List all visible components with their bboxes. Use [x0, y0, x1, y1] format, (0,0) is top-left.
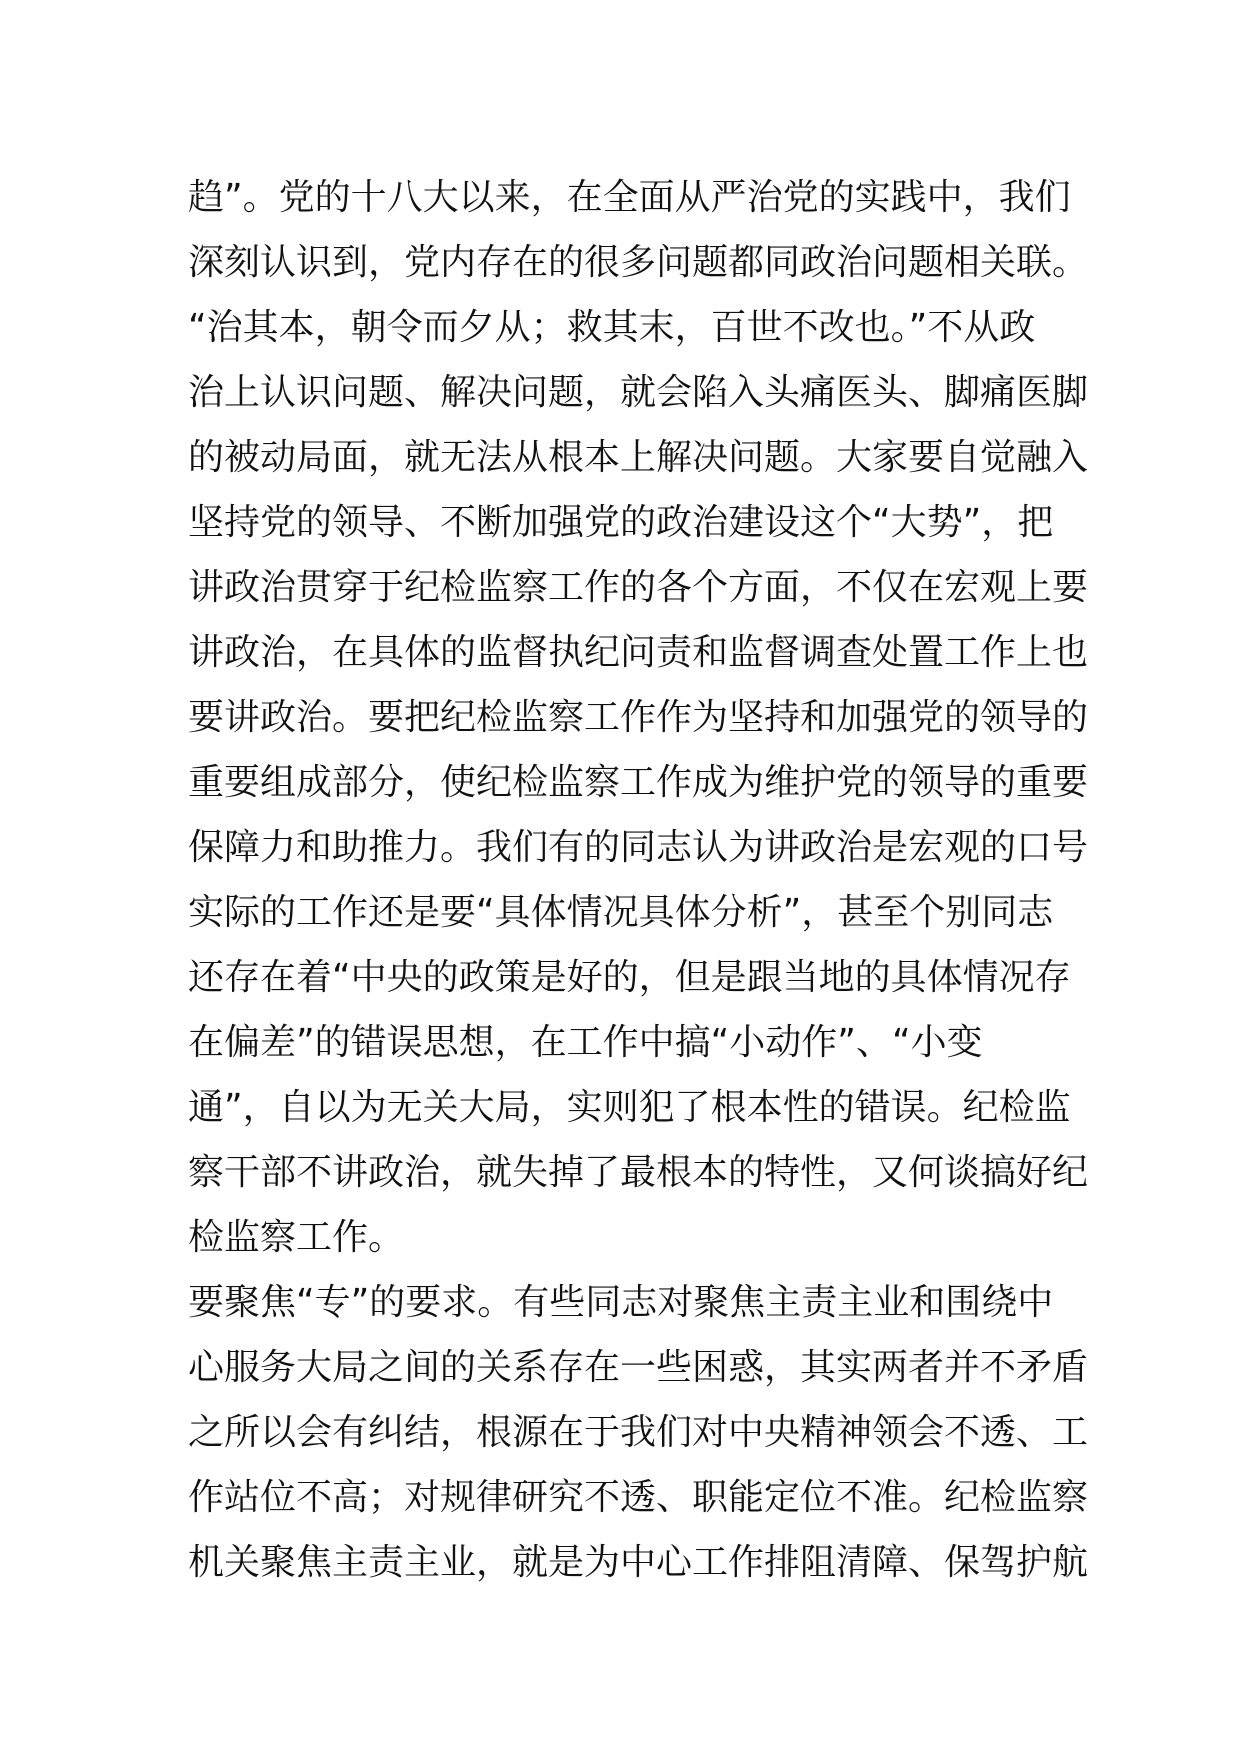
text-line: 察干部不讲政治，就失掉了最根本的特性，又何谈搞好纪 [188, 1152, 1089, 1193]
text-line: 实际的工作还是要“具体情况具体分析”，甚至个别同志 [188, 892, 1054, 933]
text-line: 之所以会有纠结，根源在于我们对中央精神领会不透、工 [188, 1412, 1089, 1453]
text-line: 趋”。党的十八大以来，在全面从严治党的实践中，我们 [188, 177, 1071, 218]
text-line: 坚持党的领导、不断加强党的政治建设这个“大势”，把 [188, 502, 1054, 543]
text-line: 作站位不高；对规律研究不透、职能定位不准。纪检监察 [188, 1477, 1089, 1518]
body-text [188, 165, 1089, 1595]
text-line: 保障力和助推力。我们有的同志认为讲政治是宏观的口号 [188, 827, 1089, 868]
text-line: 要讲政治。要把纪检监察工作作为坚持和加强党的领导的 [188, 697, 1089, 738]
text-line: 深刻认识到，党内存在的很多问题都同政治问题相关联。 [188, 242, 1089, 283]
text-line: 讲政治，在具体的监督执纪问责和监督调查处置工作上也 [188, 632, 1089, 673]
text-line: 重要组成部分，使纪检监察工作成为维护党的领导的重要 [188, 762, 1089, 803]
text-line: 治上认识问题、解决问题，就会陷入头痛医头、脚痛医脚 [188, 372, 1089, 413]
text-line: 的被动局面，就无法从根本上解决问题。大家要自觉融入 [188, 437, 1089, 478]
text-line: 在偏差”的错误思想，在工作中搞“小动作”、“小变 [188, 1022, 983, 1063]
text-line: 要聚焦“专”的要求。有些同志对聚焦主责主业和围绕中 [188, 1282, 1054, 1323]
text-line: 心服务大局之间的关系存在一些困惑，其实两者并不矛盾 [188, 1347, 1089, 1388]
text-line: 机关聚焦主责主业，就是为中心工作排阻清障、保驾护航 [188, 1542, 1089, 1583]
text-line: 检监察工作。 [188, 1217, 405, 1258]
text-line: 通”，自以为无关大局，实则犯了根本性的错误。纪检监 [188, 1087, 1071, 1128]
text-line: 还存在着“中央的政策是好的，但是跟当地的具体情况存 [188, 957, 1071, 998]
text-line: 讲政治贯穿于纪检监察工作的各个方面，不仅在宏观上要 [188, 567, 1089, 608]
text-line: “治其本，朝令而夕从；救其末，百世不改也。”不从政 [188, 307, 1036, 348]
